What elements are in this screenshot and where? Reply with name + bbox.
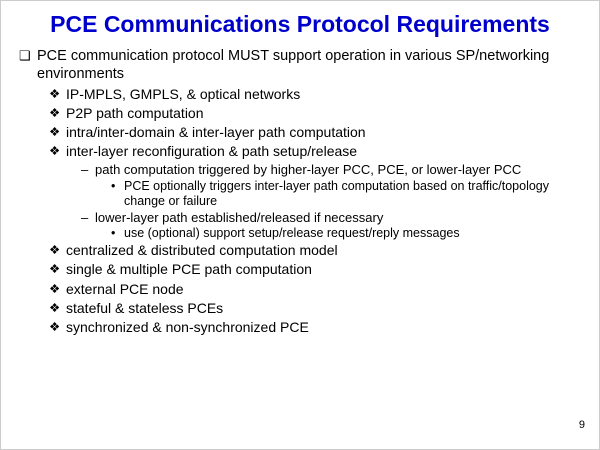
list-item [81,210,585,226]
list-item-text: use (optional) support setup/release request/reply messages [124,226,460,241]
list-item [81,162,585,178]
list-item [49,124,585,141]
diamond-bullet-icon: ❖ [49,105,61,120]
list-item [111,226,585,241]
dash-bullet-icon: – [81,209,89,225]
slide-title: PCE Communications Protocol Requirements [50,11,550,37]
diamond-bullet-icon: ❖ [49,144,61,159]
list-item-text: centralized & distributed computation model [66,242,338,259]
list-item-text: path computation triggered by higher-layer PCC, PCE, or lower-layer PCC [95,162,522,178]
dot-bullet-icon: • [111,178,116,193]
list-item-text: single & multiple PCE path computation [66,261,312,278]
list-item [49,261,585,278]
list-item [49,300,585,317]
diamond-bullet-icon: ❖ [49,243,61,258]
list-item [49,242,585,259]
list-item [19,48,585,83]
dash-bullet-icon: – [81,162,89,178]
list-item [49,281,585,298]
list-item [49,86,585,103]
list-item-text: inter-layer reconfiguration & path setup/release [66,143,358,160]
slide-body [1,38,599,336]
list-item [49,143,585,160]
diamond-bullet-icon: ❖ [49,86,61,101]
list-item-text: intra/inter-domain & inter-layer path computation [66,124,366,141]
list-item-text: P2P path computation [66,104,204,121]
list-item-text: IP-MPLS, GMPLS, & optical networks [66,85,301,102]
diamond-bullet-icon: ❖ [49,319,61,334]
list-item-text: lower-layer path established/released if necessary [95,209,384,225]
dot-bullet-icon: • [111,226,116,241]
list-item [111,179,585,209]
list-item [49,105,585,122]
diamond-bullet-icon: ❖ [49,262,61,277]
list-item-text: external PCE node [66,280,184,297]
list-item [49,319,585,336]
diamond-bullet-icon: ❖ [49,125,61,140]
list-item-text: synchronized & non-synchronized PCE [66,318,309,335]
list-item-text: stateful & stateless PCEs [66,299,224,316]
page-number: 9 [578,419,585,431]
diamond-bullet-icon: ❖ [49,281,61,296]
list-item-text: PCE optionally triggers inter-layer path computation based on traffic/topology change or failure [124,178,550,208]
square-bullet-icon: ❑ [19,48,31,64]
list-item-text: PCE communication protocol MUST support operation in various SP/networking environments [37,48,550,82]
diamond-bullet-icon: ❖ [49,300,61,315]
